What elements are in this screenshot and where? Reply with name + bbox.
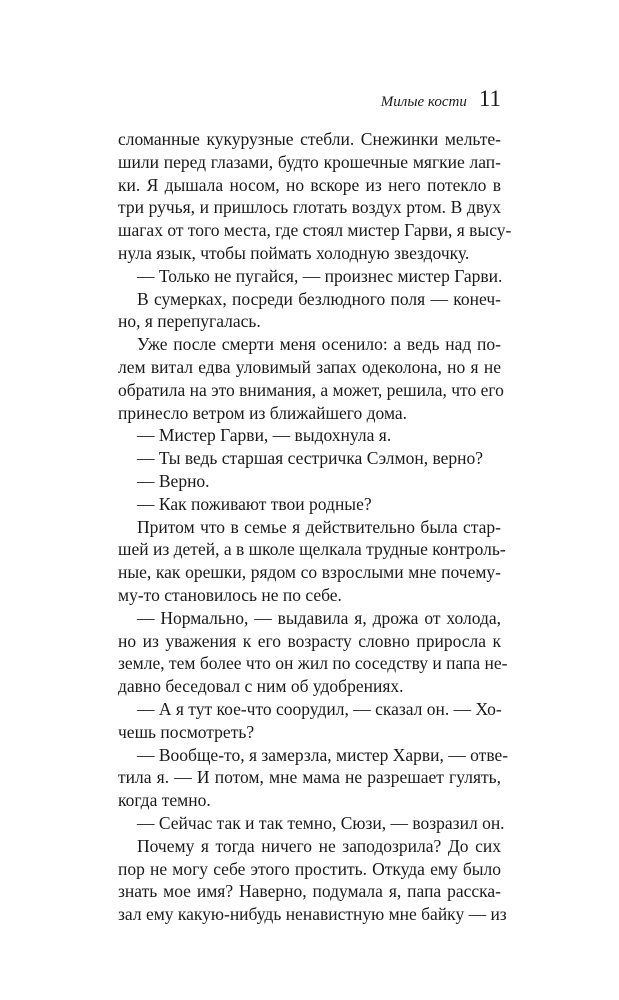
text-line: В сумерках, посреди безлюдного поля — конеч-	[137, 288, 501, 309]
text-line: но из уважения к его возрасту словно приросла к	[118, 630, 501, 651]
text-line: но, я перепугалась.	[118, 311, 261, 332]
text-line: Почему я тогда ничего не заподозрила? До сих	[137, 835, 501, 856]
text-line: три ручья, и пришлось глотать воздух ртом. В двух	[118, 197, 501, 218]
text-line: обратила на это внимания, а может, решила, что его	[118, 379, 504, 400]
text-line: чешь посмотреть?	[118, 721, 255, 742]
text-line: шагах от того места, где стоял мистер Гарви, я высу-	[118, 220, 512, 241]
text-line: — Вообще-то, я замерзла, мистер Харви, — отве-	[137, 744, 509, 765]
text-line: земле, тем более что он жил по соседству и папа не-	[118, 653, 508, 674]
text-line: — А я тут кое-что соорудил, — сказал он. — Хо-	[137, 698, 502, 719]
text-line: когда темно.	[118, 790, 211, 811]
running-title: Милые кости	[380, 94, 467, 110]
running-header	[381, 86, 501, 112]
text-line: нула язык, чтобы поймать холодную звездочку.	[118, 242, 470, 263]
text-line: шей из детей, а в школе щелкала трудные контроль-	[118, 539, 506, 560]
text-line: — Как поживают твои родные?	[137, 493, 372, 514]
text-line: тила я. — И потом, мне мама не разрешает гулять,	[118, 767, 501, 788]
text-line: шили перед глазами, будто крошечные мягкие лап-	[118, 151, 501, 172]
text-line: му-то становилось не по себе.	[118, 584, 342, 605]
text-line: — Только не пугайся, — произнес мистер Гарви.	[137, 265, 503, 286]
text-line: зал ему какую-нибудь ненавистную мне байку — из	[118, 904, 507, 925]
text-line: принесло ветром из ближайшего дома.	[118, 402, 408, 423]
text-line: ки. Я дышала носом, но вскоре из него потекло в	[118, 174, 501, 195]
text-line: — Сейчас так и так темно, Сюзи, — возразил он.	[137, 812, 505, 833]
text-line: давно беседовал с ним об удобрениях.	[118, 676, 404, 697]
text-line: сломанные кукурузные стебли. Снежинки мельте-	[118, 129, 501, 149]
text-line: знать мое имя? Наверно, подумала я, папа расска-	[118, 881, 501, 902]
text-line: лем витал едва уловимый запах одеколона, но я не	[118, 356, 501, 377]
text-line: Притом что в семье я действительно была стар-	[137, 516, 501, 537]
text-line: Уже после смерти меня осенило: а ведь над по-	[137, 334, 501, 355]
text-line: — Верно.	[137, 470, 210, 491]
text-line: пор не могу себе этого простить. Откуда ему было	[118, 858, 501, 879]
body-text	[118, 128, 512, 926]
text-line: ные, как орешки, рядом со взрослыми мне почему-	[118, 562, 501, 583]
text-line: — Нормально, — выдавила я, дрожа от холода,	[137, 607, 501, 628]
text-line: — Ты ведь старшая сестричка Сэлмон, верно?	[137, 448, 484, 469]
page-number: 11	[478, 86, 501, 111]
text-line: — Мистер Гарви, — выдохнула я.	[137, 425, 392, 446]
